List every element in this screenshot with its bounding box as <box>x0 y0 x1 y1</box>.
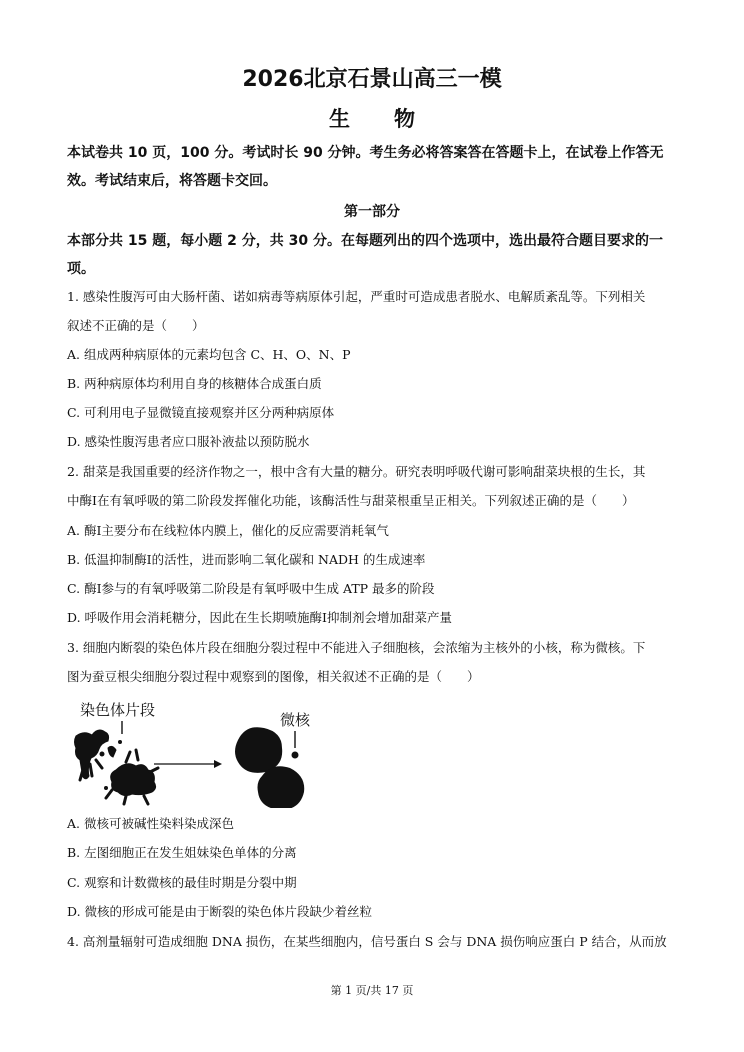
q2-option-b: B. 低温抑制酶Ⅰ的活性，进而影响二氧化碳和 NADH 的生成速率 <box>67 552 426 567</box>
q3-option-a: A. 微核可被碱性染料染成深色 <box>67 816 234 831</box>
q2-stem-line-1: 2. 甜菜是我国重要的经济作物之一，根中含有大量的糖分。研究表明呼吸代谢可影响甜菜块根的生长，其 <box>67 464 646 479</box>
micronucleus-figure <box>66 696 346 808</box>
figure-label-chromosome-fragment: 染色体片段 <box>80 701 156 719</box>
q2-option-a: A. 酶Ⅰ主要分布在线粒体内膜上，催化的反应需要消耗氧气 <box>67 523 389 538</box>
q1-option-a: A. 组成两种病原体的元素均包含 C、H、O、N、P <box>67 347 351 362</box>
instructions-line-2: 效。考试结束后，将答题卡交回。 <box>67 173 277 189</box>
daughter-nucleus-bottom <box>258 766 305 808</box>
q1-option-b: B. 两种病原体均利用自身的核糖体合成蛋白质 <box>67 376 322 391</box>
q1-stem-line-2: 叙述不正确的是（ ） <box>67 318 205 333</box>
q3-stem-line-2: 图为蚕豆根尖细胞分裂过程中观察到的图像，相关叙述不正确的是（ ） <box>67 669 480 684</box>
q1-stem-line-1: 1. 感染性腹泻可由大肠杆菌、诺如病毒等病原体引起，严重时可造成患者脱水、电解质紊乱等。下列相关 <box>67 289 646 304</box>
instructions-line-1: 本试卷共 10 页，100 分。考试时长 90 分钟。考生务必将答案答在答题卡上，在试卷上作答无 <box>67 145 664 161</box>
q3-option-b: B. 左图细胞正在发生姐妹染色单体的分离 <box>67 845 297 860</box>
page-footer: 第 1 页/共 17 页 <box>330 984 414 997</box>
q2-option-d: D. 呼吸作用会消耗糖分，因此在生长期喷施酶Ⅰ抑制剂会增加甜菜产量 <box>67 610 452 625</box>
figure-label-micronucleus: 微核 <box>280 711 311 729</box>
q3-option-d: D. 微核的形成可能是由于断裂的染色体片段缺少着丝粒 <box>67 904 373 919</box>
part-one-heading: 第一部分 <box>344 204 400 220</box>
q2-stem-line-2: 中酶Ⅰ在有氧呼吸的第二阶段发挥催化功能，该酶活性与甜菜根重呈正相关。下列叙述正确的是（ ） <box>67 493 635 508</box>
part-one-intro-line-1: 本部分共 15 题，每小题 2 分，共 30 分。在每题列出的四个选项中，选出最符合题目要求的一 <box>67 233 663 249</box>
subject-title: 生物 <box>329 107 459 131</box>
q4-stem-line-1: 4. 高剂量辐射可造成细胞 DNA 损伤，在某些细胞内，信号蛋白 S 会与 DNA 损伤响应蛋白 P 结合，从而放 <box>67 934 667 949</box>
q1-option-c: C. 可利用电子显微镜直接观察并区分两种病原体 <box>67 405 335 420</box>
micronucleus-figure-svg <box>66 696 346 808</box>
part-one-intro-line-2: 项。 <box>67 261 95 277</box>
daughter-nucleus-top <box>235 727 282 773</box>
exam-title: 2026北京石景山高三一模 <box>242 67 502 92</box>
q3-option-c: C. 观察和计数微核的最佳时期是分裂中期 <box>67 875 297 890</box>
q1-option-d: D. 感染性腹泻患者应口服补液盐以预防脱水 <box>67 434 310 449</box>
micronucleus-dot <box>292 752 299 759</box>
transition-arrow-head <box>214 760 222 768</box>
part-one-intro <box>67 227 679 283</box>
q2-option-c: C. 酶Ⅰ参与的有氧呼吸第二阶段是有氧呼吸中生成 ATP 最多的阶段 <box>67 581 435 596</box>
dividing-cell-chromosomes <box>75 730 159 804</box>
instructions <box>67 139 679 195</box>
q3-stem-line-1: 3. 细胞内断裂的染色体片段在细胞分裂过程中不能进入子细胞核，会浓缩为主核外的小核，称为微核。下 <box>67 640 646 655</box>
